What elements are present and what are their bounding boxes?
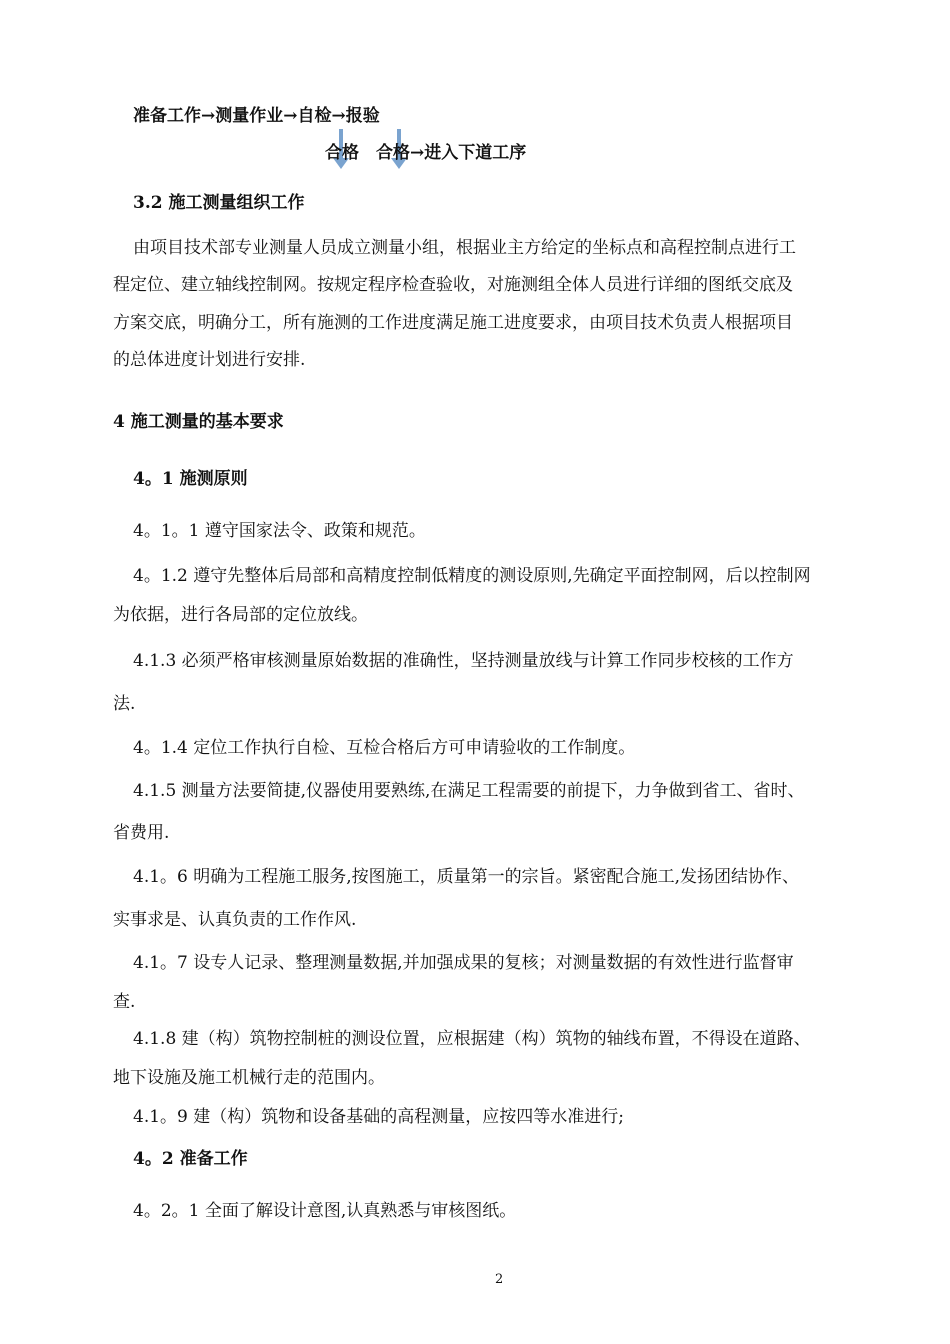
clause-4-1-6-cont: 实事求是、认真负责的工作作风. [113, 910, 357, 930]
clause-4-1-1: 4。1。1 遵守国家法令、政策和规范。 [133, 521, 426, 541]
clause-4-1-3-cont: 法. [113, 694, 136, 714]
page-number: 2 [495, 1272, 504, 1287]
clause-4-1-8: 4.1.8 建（构）筑物控制桩的测设位置，应根据建（构）筑物的轴线布置，不得设在道路、 [133, 1029, 811, 1049]
clause-4-1-3: 4.1.3 必须严格审核测量原始数据的准确性，坚持测量放线与计算工作同步校核的工作方 [133, 651, 794, 671]
clause-4-1-5-cont: 省费用. [113, 823, 170, 843]
clause-4-1-2-cont: 为依据，进行各局部的定位放线。 [113, 605, 368, 625]
subsection-heading-4-1: 4。1 施测原则 [133, 469, 248, 489]
subsection-heading-4-2: 4。2 准备工作 [133, 1149, 248, 1169]
clause-4-1-9: 4.1。9 建（构）筑物和设备基础的高程测量，应按四等水准进行; [133, 1107, 624, 1127]
clause-4-2-1: 4。2。1 全面了解设计意图,认真熟悉与审核图纸。 [133, 1201, 517, 1221]
clause-4-1-4: 4。1.4 定位工作执行自检、互检合格后方可申请验收的工作制度。 [133, 738, 636, 758]
clause-4-1-7-cont: 查. [113, 992, 136, 1012]
clause-4-1-5: 4.1.5 测量方法要简捷,仪器使用要熟练,在满足工程需要的前提下，力争做到省工、省时、 [133, 781, 805, 801]
paragraph-line: 由项目技术部专业测量人员成立测量小组，根据业主方给定的坐标点和高程控制点进行工 [133, 238, 796, 258]
paragraph-line: 的总体进度计划进行安排. [113, 350, 306, 370]
flow-line-2: 合格 合格→进入下道工序 [325, 143, 527, 163]
paragraph-line: 程定位、建立轴线控制网。按规定程序检查验收，对施测组全体人员进行详细的图纸交底及 [113, 275, 793, 295]
clause-4-1-2: 4。1.2 遵守先整体后局部和高精度控制低精度的测设原则,先确定平面控制网，后以控制网 [133, 566, 811, 586]
clause-4-1-7: 4.1。7 设专人记录、整理测量数据,并加强成果的复核；对测量数据的有效性进行监督审 [133, 953, 794, 973]
section-heading-3-2: 3.2 施工测量组织工作 [133, 193, 305, 213]
flow-line-1: 准备工作→测量作业→自检→报验 [133, 106, 380, 126]
paragraph-line: 方案交底，明确分工，所有施测的工作进度满足施工进度要求，由项目技术负责人根据项目 [113, 313, 793, 333]
clause-4-1-6: 4.1。6 明确为工程施工服务,按图施工，质量第一的宗旨。紧密配合施工,发扬团结协作、 [133, 867, 800, 887]
clause-4-1-8-cont: 地下设施及施工机械行走的范围内。 [113, 1068, 385, 1088]
section-heading-4: 4 施工测量的基本要求 [113, 412, 284, 432]
